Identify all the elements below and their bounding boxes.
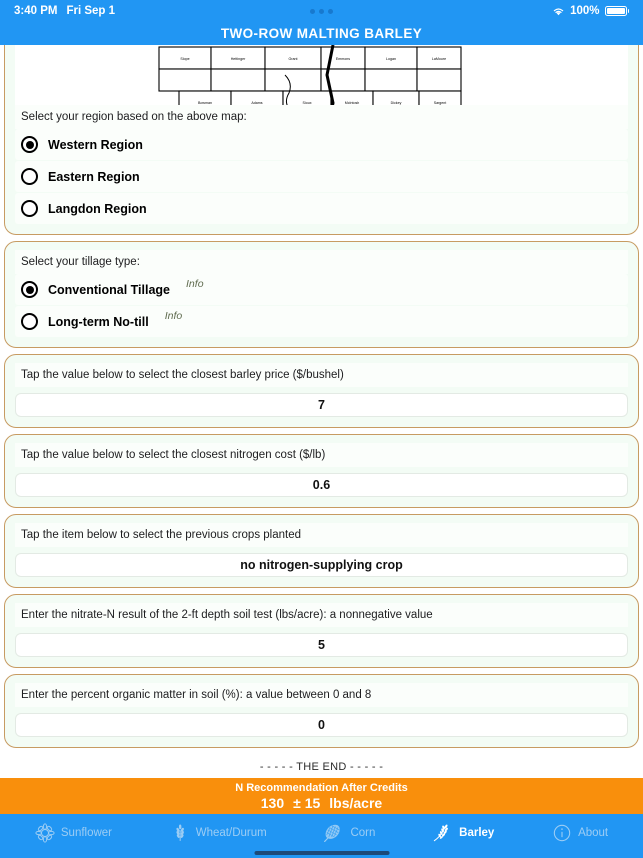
wheat-icon: [170, 823, 190, 843]
barley-price-input[interactable]: 7: [15, 393, 628, 417]
radio-icon-selected[interactable]: [21, 136, 38, 153]
svg-text:Hettinger: Hettinger: [230, 57, 245, 61]
status-bar-right: [552, 5, 629, 17]
tab-corn[interactable]: [324, 823, 375, 843]
svg-text:Logan: Logan: [385, 57, 396, 61]
tab-label-about: About: [578, 827, 609, 839]
home-indicator[interactable]: [254, 851, 389, 855]
battery-icon: [605, 6, 630, 17]
region-question-label: Select your region based on the above map:: [15, 105, 628, 129]
organic-matter-input[interactable]: 0: [15, 713, 628, 737]
page-title-text: TWO-ROW MALTING BARLEY: [220, 26, 423, 41]
svg-text:Slope: Slope: [179, 57, 190, 61]
recommendation-value-row: [261, 795, 382, 811]
corn-icon: [324, 823, 344, 843]
nitrate-n-input[interactable]: 5: [15, 633, 628, 657]
tillage-option-conventional[interactable]: [15, 274, 628, 305]
recommendation-value: 130: [260, 794, 285, 811]
svg-text:Sioux: Sioux: [302, 101, 311, 105]
tab-label-corn: Corn: [350, 827, 376, 839]
region-card: [4, 45, 639, 235]
organic-matter-card: [4, 674, 639, 748]
wifi-icon: [552, 6, 565, 16]
svg-text:Bowman: Bowman: [197, 101, 212, 105]
region-option-langdon[interactable]: [15, 193, 628, 224]
tab-barley[interactable]: [433, 823, 494, 843]
page-title: [0, 22, 643, 45]
tab-about[interactable]: [552, 823, 608, 843]
barley-price-card: [4, 354, 639, 428]
region-option-western[interactable]: [15, 129, 628, 160]
scroll-content[interactable]: [0, 45, 643, 778]
svg-text:LaMoure: LaMoure: [431, 57, 446, 61]
tab-label-wheat-durum: Wheat/Durum: [195, 827, 267, 839]
recommendation-tolerance: ± 15: [293, 794, 321, 811]
status-bar: [0, 0, 643, 22]
tillage-card: [4, 241, 639, 348]
tab-wheat-durum[interactable]: [170, 823, 267, 843]
svg-text:Sargent: Sargent: [433, 101, 446, 105]
barley-price-label: Tap the value below to select the closest barley price ($/bushel): [15, 363, 628, 387]
recommendation-banner: [0, 778, 643, 814]
tab-bar: [0, 814, 643, 858]
nitrogen-cost-input[interactable]: 0.6: [15, 473, 628, 497]
status-bar-left: [14, 5, 115, 17]
svg-text:Adams: Adams: [250, 101, 263, 105]
sunflower-icon: [35, 823, 55, 843]
region-option-label: Langdon Region: [48, 201, 147, 216]
radio-icon[interactable]: [21, 168, 38, 185]
nitrogen-cost-label: Tap the value below to select the closest nitrogen cost ($/lb): [15, 443, 628, 467]
radio-icon[interactable]: [21, 313, 38, 330]
organic-matter-label: Enter the percent organic matter in soil (%): a value between 0 and 8: [15, 683, 628, 707]
tillage-option-label: Conventional Tillage: [48, 282, 171, 297]
nitrate-n-card: [4, 594, 639, 668]
radio-icon-selected[interactable]: [21, 281, 38, 298]
previous-crops-label: Tap the item below to select the previous crops planted: [15, 523, 628, 547]
svg-text:Emmons: Emmons: [335, 57, 350, 61]
tab-label-sunflower: Sunflower: [60, 827, 113, 839]
recommendation-title: N Recommendation After Credits: [235, 781, 408, 794]
tab-label-barley: Barley: [459, 827, 495, 839]
svg-text:McIntosh: McIntosh: [344, 101, 359, 105]
tab-sunflower[interactable]: [35, 823, 112, 843]
info-circle-icon: [552, 823, 572, 843]
barley-icon: [433, 823, 453, 843]
svg-text:Dickey: Dickey: [390, 101, 401, 105]
nitrate-n-label: Enter the nitrate-N result of the 2-ft depth soil test (lbs/acre): a nonnegative value: [15, 603, 628, 627]
nitrogen-cost-card: [4, 434, 639, 508]
tillage-question-label: Select your tillage type:: [15, 250, 628, 274]
previous-crops-card: [4, 514, 639, 588]
info-link-notill[interactable]: Info: [159, 309, 189, 326]
recommendation-units: lbs/acre: [329, 794, 383, 811]
tillage-option-notill[interactable]: [15, 306, 628, 337]
region-option-label: Eastern Region: [48, 169, 140, 184]
previous-crops-input[interactable]: no nitrogen-supplying crop: [15, 553, 628, 577]
status-date: Fri Sep 1: [66, 5, 116, 17]
region-option-eastern[interactable]: [15, 161, 628, 192]
region-option-label: Western Region: [48, 137, 143, 152]
status-time: 3:40 PM: [14, 5, 58, 17]
svg-text:Grant: Grant: [288, 57, 297, 61]
battery-percent: 100%: [570, 5, 600, 17]
north-dakota-county-map[interactable]: [15, 45, 628, 105]
info-link-conventional[interactable]: Info: [180, 277, 210, 294]
end-marker: - - - - - THE END - - - - -: [259, 761, 384, 773]
radio-icon[interactable]: [21, 200, 38, 217]
tillage-option-label: Long-term No-till: [48, 314, 149, 329]
